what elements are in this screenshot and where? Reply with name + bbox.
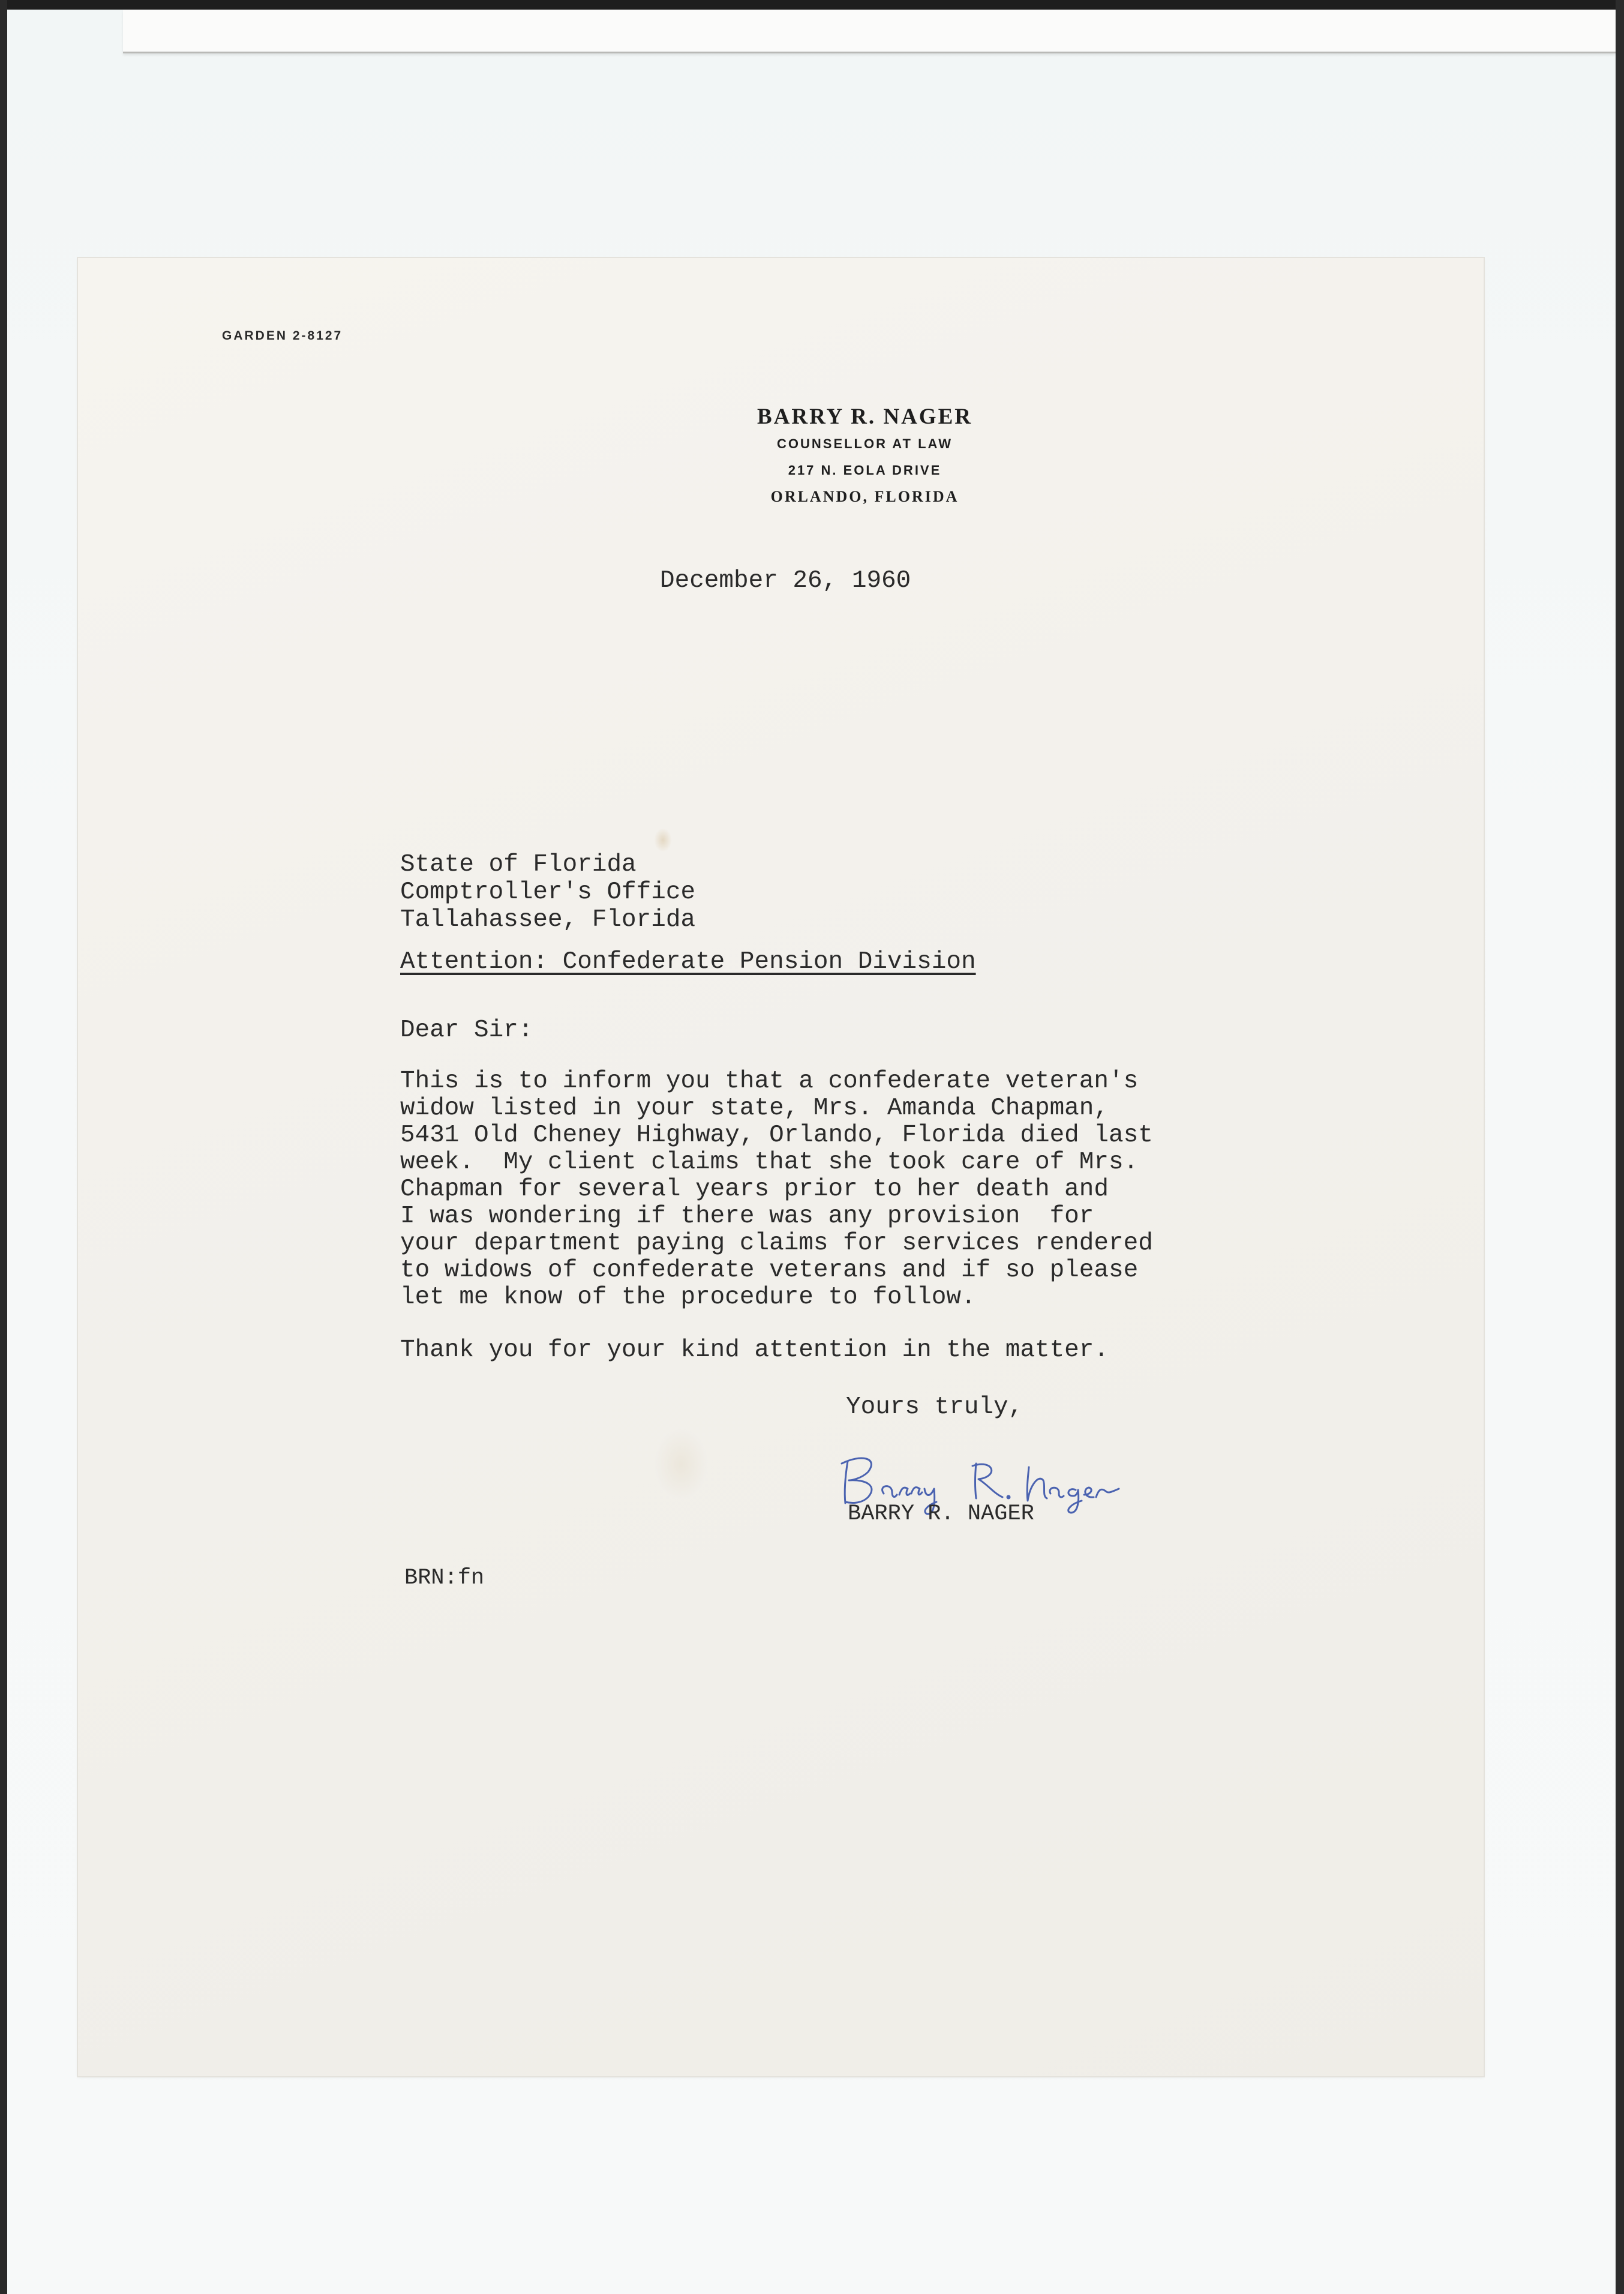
- recipient-line: Tallahassee, Florida: [400, 906, 696, 934]
- body-line: week. My client claims that she took care of Mrs.: [400, 1149, 1139, 1176]
- letterhead-title: COUNSELLOR AT LAW: [777, 436, 953, 451]
- body-line: 5431 Old Cheney Highway, Orlando, Florida died last: [400, 1121, 1153, 1149]
- letterhead-name: BARRY R. NAGER: [757, 404, 972, 429]
- letterhead-city: ORLANDO, FLORIDA: [770, 488, 959, 505]
- reference-initials: BRN:fn: [404, 1566, 485, 1591]
- paper-stain: [654, 828, 672, 852]
- letter-date: December 26, 1960: [660, 567, 911, 595]
- recipient-address: [400, 851, 695, 934]
- top-paper-strip: [123, 10, 1616, 53]
- scan-left-border: [0, 0, 7, 2294]
- scan-top-border: [0, 0, 1624, 10]
- attention-line: Attention: Confederate Pension Division: [400, 948, 976, 976]
- body-line: This is to inform you that a confederate veteran's: [400, 1067, 1139, 1095]
- thanks-line: Thank you for your kind attention in the matter.: [400, 1336, 1109, 1364]
- body-line: let me know of the procedure to follow.: [400, 1284, 976, 1311]
- letter-sheet: [78, 258, 1484, 2076]
- letter-body: [400, 1068, 1153, 1311]
- scan-right-border: [1616, 0, 1624, 2294]
- paper-stain: [654, 1428, 708, 1500]
- typed-signature-name: BARRY R. NAGER: [848, 1501, 1034, 1527]
- body-line: to widows of confederate veterans and if so please: [400, 1257, 1139, 1284]
- body-line: Chapman for several years prior to her death and: [400, 1176, 1109, 1203]
- body-line: I was wondering if there was any provision for: [400, 1203, 1094, 1230]
- closing: Yours truly,: [846, 1393, 1023, 1421]
- recipient-line: State of Florida: [400, 851, 637, 878]
- recipient-line: Comptroller's Office: [400, 878, 696, 906]
- body-line: your department paying claims for services rendered: [400, 1230, 1153, 1257]
- letterhead-phone: GARDEN 2-8127: [222, 329, 343, 343]
- letterhead-street: 217 N. EOLA DRIVE: [788, 463, 942, 478]
- body-line: widow listed in your state, Mrs. Amanda Chapman,: [400, 1094, 1109, 1122]
- salutation: Dear Sir:: [400, 1016, 533, 1044]
- letterhead: [78, 403, 1484, 510]
